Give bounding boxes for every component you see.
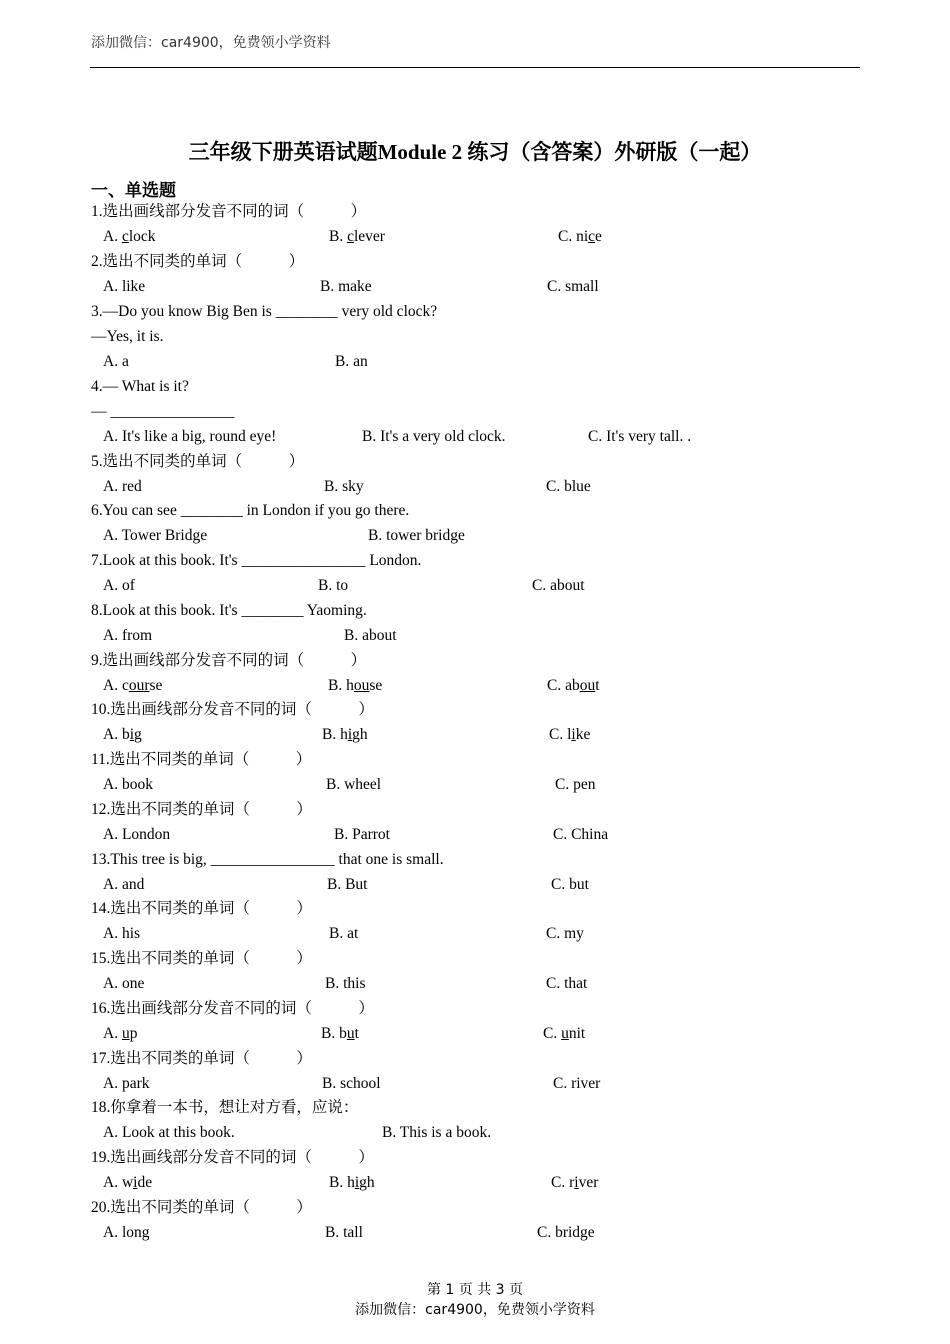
q11-option-b: B. wheel (326, 776, 382, 793)
q4-option-b: B. It's a very old clock. (362, 428, 506, 445)
q1-option-c: C. nice (558, 228, 602, 245)
q11-option-c: C. pen (555, 776, 596, 793)
q2-option-b: B. make (320, 278, 372, 295)
q7-option-c: C. about (532, 577, 585, 594)
q14-option-b: B. at (329, 925, 359, 942)
question-3-reply: —Yes, it is. (91, 328, 164, 345)
q5-option-b: B. sky (324, 478, 364, 495)
q9-option-b: B. house (328, 677, 383, 694)
q10-option-b: B. high (322, 726, 368, 743)
q12-option-c: C. China (553, 826, 609, 843)
q19-option-b: B. high (329, 1174, 375, 1191)
question-7: 7.Look at this book. It's ________________ London. (91, 552, 422, 569)
q19-option-a: A. wide (103, 1174, 153, 1191)
q9-option-a: A. course (103, 677, 163, 694)
q7-option-a: A. of (103, 577, 135, 594)
question-15: 15.选出不同类的单词（ ） (91, 950, 312, 967)
q16-option-b: B. but (321, 1025, 359, 1042)
page-title: 三年级下册英语试题Module 2 练习（含答案）外研版（一起） (188, 140, 762, 164)
q15-option-c: C. that (546, 975, 588, 992)
q17-option-a: A. park (103, 1075, 150, 1092)
q18-option-b: B. This is a book. (382, 1124, 492, 1141)
q11-option-a: A. book (103, 776, 153, 793)
page-number: 第 1 页 共 3 页 (426, 1282, 524, 1298)
question-11: 11.选出不同类的单词（ ） (91, 751, 312, 768)
question-18: 18.你拿着一本书，想让对方看，应说： (91, 1099, 359, 1116)
question-4-reply: — ________________ (91, 403, 235, 420)
q2-option-c: C. small (547, 278, 599, 295)
question-9: 9.选出画线部分发音不同的词（ ） (91, 652, 367, 669)
question-5: 5.选出不同类的单词（ ） (91, 453, 305, 470)
q16-option-c: C. unit (543, 1025, 586, 1042)
question-3: 3.—Do you know Big Ben is ________ very old clock? (91, 303, 438, 320)
q1-option-a: A. clock (103, 228, 156, 245)
question-20: 20.选出不同类的单词（ ） (91, 1199, 312, 1216)
q15-option-b: B. this (325, 975, 366, 992)
question-16: 16.选出画线部分发音不同的词（ ） (91, 1000, 374, 1017)
header-text: 添加微信：car4900，免费领小学资料 (91, 35, 331, 51)
q17-option-b: B. school (322, 1075, 381, 1092)
q7-option-b: B. to (318, 577, 349, 594)
q3-option-a: A. a (103, 353, 129, 370)
q13-option-c: C. but (551, 876, 589, 893)
q5-option-c: C. blue (546, 478, 591, 495)
q12-option-a: A. London (103, 826, 171, 843)
question-14: 14.选出不同类的单词（ ） (91, 900, 312, 917)
question-2: 2.选出不同类的单词（ ） (91, 253, 305, 270)
q14-option-c: C. my (546, 925, 584, 942)
question-1: 1.选出画线部分发音不同的词（ ） (91, 203, 367, 220)
q9-option-c: C. about (547, 677, 600, 694)
q20-option-a: A. long (103, 1224, 150, 1241)
q13-option-a: A. and (103, 876, 145, 893)
q15-option-a: A. one (103, 975, 145, 992)
q4-option-a: A. It's like a big, round eye! (103, 428, 277, 445)
question-10: 10.选出画线部分发音不同的词（ ） (91, 701, 374, 718)
footer-text: 添加微信：car4900，免费领小学资料 (355, 1302, 595, 1318)
q6-option-a: A. Tower Bridge (103, 527, 208, 544)
q10-option-a: A. big (103, 726, 142, 743)
q10-option-c: C. like (549, 726, 591, 743)
q8-option-a: A. from (103, 627, 153, 644)
q12-option-b: B. Parrot (334, 826, 390, 843)
q5-option-a: A. red (103, 478, 142, 495)
question-13: 13.This tree is big, ________________ that one is small. (91, 851, 444, 868)
section-heading: 一、单选题 (91, 181, 176, 200)
q19-option-c: C. river (551, 1174, 599, 1191)
question-4: 4.— What is it? (91, 378, 189, 395)
header-divider (90, 67, 860, 68)
q6-option-b: B. tower bridge (368, 527, 465, 544)
q20-option-c: C. bridge (537, 1224, 595, 1241)
q18-option-a: A. Look at this book. (103, 1124, 235, 1141)
q1-option-b: B. clever (329, 228, 385, 245)
q13-option-b: B. But (327, 876, 368, 893)
question-12: 12.选出不同类的单词（ ） (91, 801, 312, 818)
question-19: 19.选出画线部分发音不同的词（ ） (91, 1149, 374, 1166)
q16-option-a: A. up (103, 1025, 138, 1042)
question-6: 6.You can see ________ in London if you go there. (91, 502, 410, 519)
q2-option-a: A. like (103, 278, 146, 295)
q4-option-c: C. It's very tall. . (588, 428, 692, 445)
q20-option-b: B. tall (325, 1224, 363, 1241)
q17-option-c: C. river (553, 1075, 601, 1092)
q8-option-b: B. about (344, 627, 397, 644)
question-8: 8.Look at this book. It's ________ Yaoming. (91, 602, 367, 619)
question-17: 17.选出不同类的单词（ ） (91, 1050, 312, 1067)
q14-option-a: A. his (103, 925, 141, 942)
q3-option-b: B. an (335, 353, 368, 370)
